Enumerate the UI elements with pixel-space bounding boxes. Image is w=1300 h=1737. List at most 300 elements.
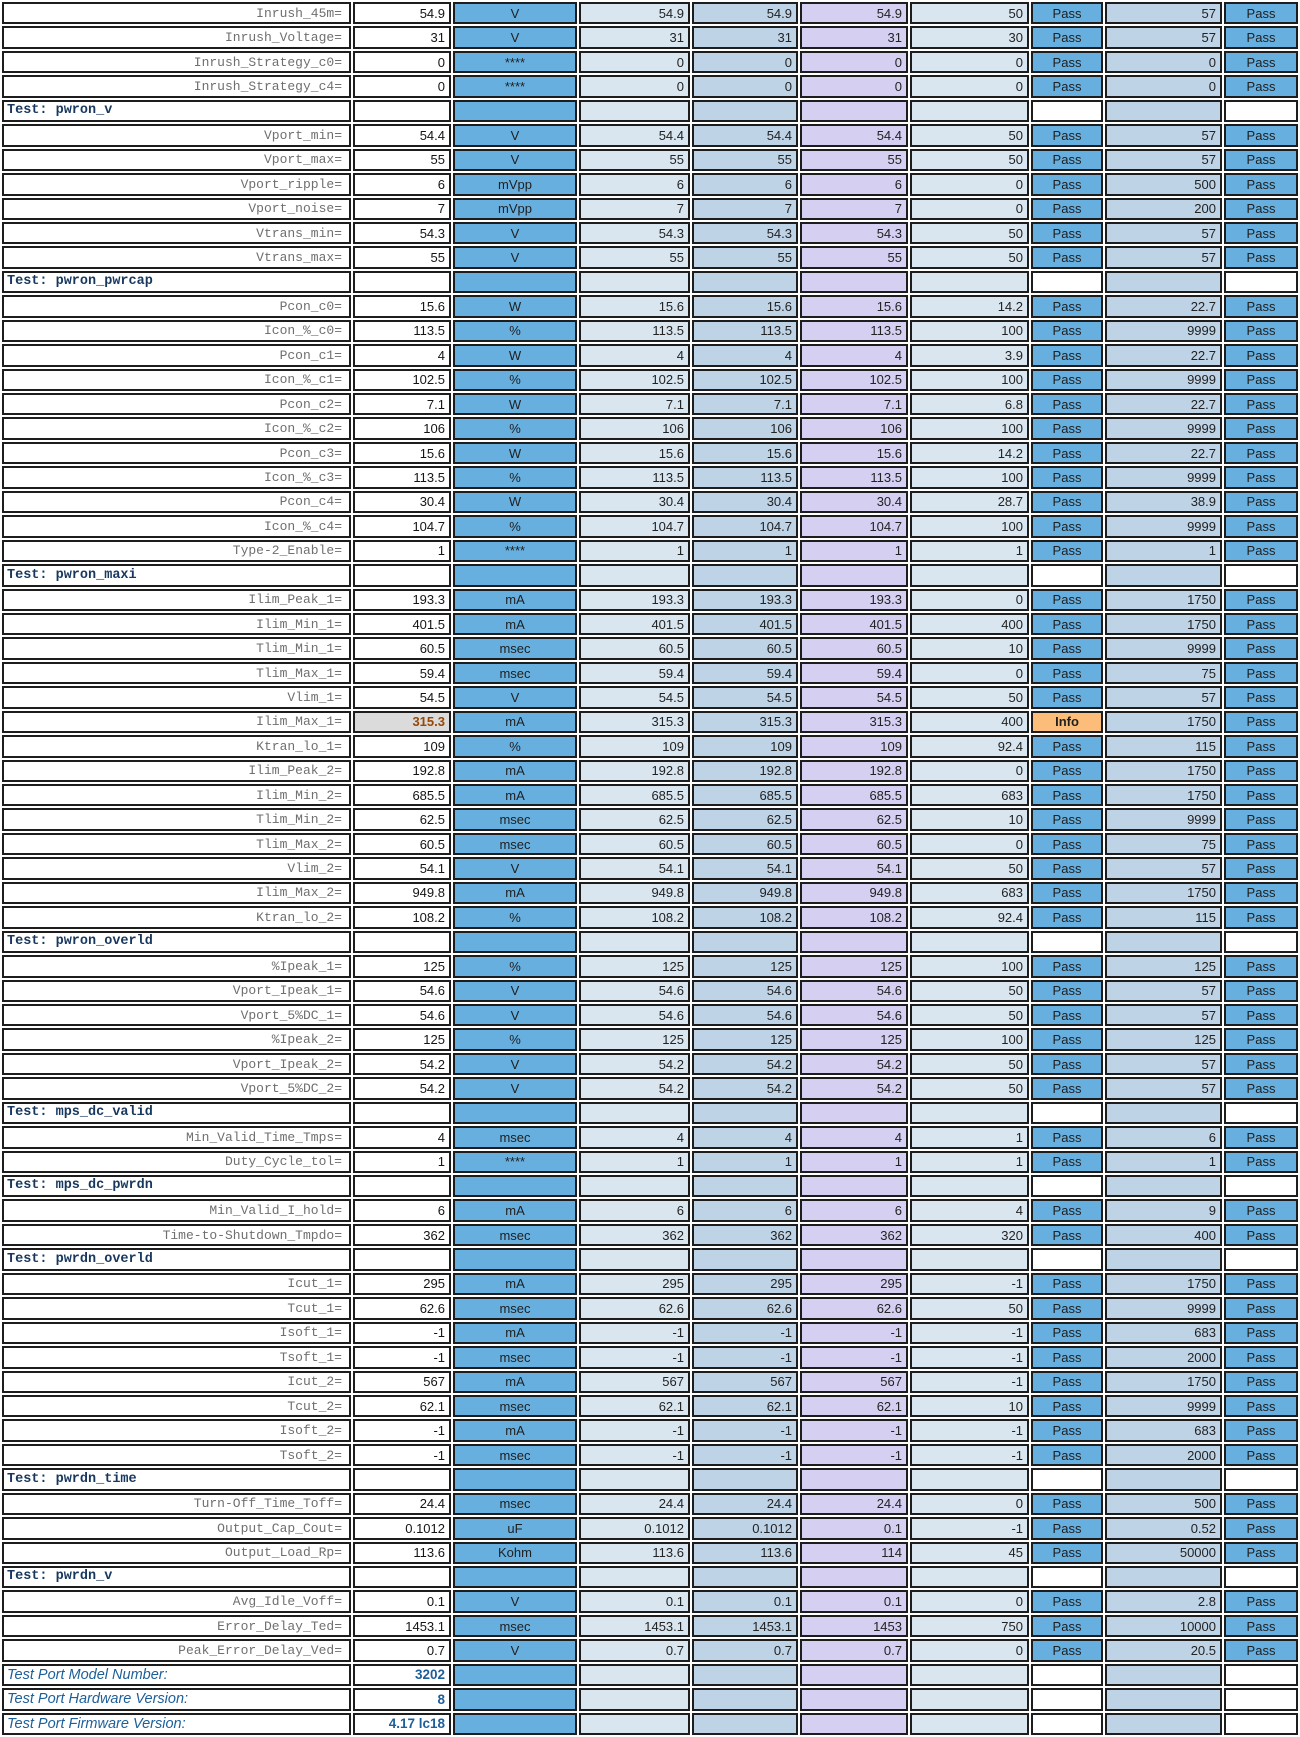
meas-col-1: 15.6 [579, 295, 690, 317]
status-badge-2: Pass [1224, 1419, 1298, 1441]
footer-label: Test Port Firmware Version: [2, 1713, 351, 1735]
limit-min: 400 [910, 711, 1029, 733]
meas-col-3: 193.3 [800, 589, 908, 611]
empty-cell [353, 271, 451, 293]
measured-value: 54.9 [353, 2, 451, 24]
empty-cell [579, 1688, 690, 1710]
limit-min: 0 [910, 51, 1029, 73]
empty-cell [453, 1175, 577, 1197]
empty-cell [1224, 1468, 1298, 1490]
param-name: Pcon_c0= [2, 295, 351, 317]
status-badge-1: Pass [1031, 1077, 1103, 1099]
meas-col-1: 401.5 [579, 613, 690, 635]
param-name: Vlim_2= [2, 857, 351, 879]
limit-min: 50 [910, 980, 1029, 1002]
measured-value: 6 [353, 173, 451, 195]
measured-value: 54.2 [353, 1077, 451, 1099]
param-name: Tlim_Min_2= [2, 808, 351, 830]
empty-cell [1224, 931, 1298, 953]
limit-max: 500 [1105, 173, 1222, 195]
unit-label: V [453, 1053, 577, 1075]
param-name: %Ipeak_1= [2, 955, 351, 977]
empty-cell [453, 1102, 577, 1124]
limit-min: 0 [910, 1493, 1029, 1515]
meas-col-1: 60.5 [579, 833, 690, 855]
status-badge-2: Pass [1224, 1297, 1298, 1319]
status-badge-1: Pass [1031, 466, 1103, 488]
status-badge-2: Pass [1224, 808, 1298, 830]
limit-max: 57 [1105, 686, 1222, 708]
status-badge-2: Pass [1224, 75, 1298, 97]
meas-col-2: 24.4 [692, 1493, 798, 1515]
param-name: Min_Valid_Time_Tmps= [2, 1126, 351, 1148]
status-badge-2: Pass [1224, 662, 1298, 684]
unit-label: mA [453, 882, 577, 904]
meas-col-3: -1 [800, 1322, 908, 1344]
empty-cell [1105, 271, 1222, 293]
measured-value: -1 [353, 1346, 451, 1368]
empty-cell [1031, 1664, 1103, 1686]
param-row [2, 222, 1298, 244]
status-badge-2: Pass [1224, 955, 1298, 977]
section-title: Test: pwron_pwrcap [2, 271, 351, 293]
limit-min: 92.4 [910, 735, 1029, 757]
meas-col-3: 0.1 [800, 1590, 908, 1612]
unit-label: msec [453, 1126, 577, 1148]
limit-min: 100 [910, 955, 1029, 977]
param-row [2, 1297, 1298, 1319]
empty-cell [1224, 1102, 1298, 1124]
param-row [2, 906, 1298, 928]
status-badge-2: Pass [1224, 26, 1298, 48]
param-row [2, 760, 1298, 782]
measured-value: 0.7 [353, 1639, 451, 1661]
param-row [2, 1126, 1298, 1148]
param-row [2, 1151, 1298, 1173]
meas-col-3: 685.5 [800, 784, 908, 806]
param-row [2, 711, 1298, 733]
status-badge-2: Pass [1224, 198, 1298, 220]
limit-min: 50 [910, 124, 1029, 146]
status-badge-1: Pass [1031, 1493, 1103, 1515]
param-row [2, 149, 1298, 171]
param-name: Ilim_Min_1= [2, 613, 351, 635]
status-badge-2: Pass [1224, 222, 1298, 244]
unit-label: mA [453, 589, 577, 611]
status-badge-1: Pass [1031, 1151, 1103, 1173]
measured-value: 0.1 [353, 1590, 451, 1612]
limit-min: 14.2 [910, 295, 1029, 317]
measured-value: 949.8 [353, 882, 451, 904]
status-badge-1: Pass [1031, 1297, 1103, 1319]
limit-max: 57 [1105, 246, 1222, 268]
meas-col-2: 54.3 [692, 222, 798, 244]
meas-col-3: 54.6 [800, 980, 908, 1002]
param-name: Ktran_lo_1= [2, 735, 351, 757]
limit-min: 50 [910, 857, 1029, 879]
limit-min: 50 [910, 2, 1029, 24]
meas-col-2: 125 [692, 955, 798, 977]
param-name: Ilim_Peak_2= [2, 760, 351, 782]
status-badge-2: Pass [1224, 1542, 1298, 1564]
meas-col-1: 54.3 [579, 222, 690, 244]
measured-value: 193.3 [353, 589, 451, 611]
param-name: Icut_1= [2, 1273, 351, 1295]
meas-col-3: 6 [800, 1199, 908, 1221]
param-name: Vtrans_min= [2, 222, 351, 244]
unit-label: % [453, 906, 577, 928]
unit-label: V [453, 149, 577, 171]
param-row [2, 491, 1298, 513]
limit-min: 1 [910, 1126, 1029, 1148]
status-badge-1: Pass [1031, 320, 1103, 342]
meas-col-3: 4 [800, 344, 908, 366]
meas-col-2: 362 [692, 1224, 798, 1246]
limit-min: 45 [910, 1542, 1029, 1564]
unit-label: V [453, 1590, 577, 1612]
meas-col-1: 55 [579, 149, 690, 171]
unit-label: mVpp [453, 198, 577, 220]
empty-cell [453, 271, 577, 293]
meas-col-1: 54.9 [579, 2, 690, 24]
param-row [2, 124, 1298, 146]
status-badge-2: Pass [1224, 1028, 1298, 1050]
meas-col-3: 567 [800, 1371, 908, 1393]
param-name: Time-to-Shutdown_Tmpdo= [2, 1224, 351, 1246]
limit-max: 1 [1105, 540, 1222, 562]
limit-min: 100 [910, 369, 1029, 391]
meas-col-2: 31 [692, 26, 798, 48]
limit-min: 50 [910, 1077, 1029, 1099]
unit-label: V [453, 2, 577, 24]
empty-cell [353, 1566, 451, 1588]
meas-col-3: 125 [800, 955, 908, 977]
meas-col-1: 7.1 [579, 393, 690, 415]
param-name: Vtrans_max= [2, 246, 351, 268]
empty-cell [579, 1102, 690, 1124]
meas-col-2: 60.5 [692, 833, 798, 855]
status-badge-1: Pass [1031, 589, 1103, 611]
footer-value: 8 [353, 1688, 451, 1710]
param-name: Tsoft_1= [2, 1346, 351, 1368]
status-badge-2: Pass [1224, 1126, 1298, 1148]
empty-cell [579, 1175, 690, 1197]
unit-label: V [453, 857, 577, 879]
footer-value: 4.17 lc18 [353, 1713, 451, 1735]
unit-label: % [453, 417, 577, 439]
empty-cell [1031, 1468, 1103, 1490]
meas-col-3: 192.8 [800, 760, 908, 782]
meas-col-2: 192.8 [692, 760, 798, 782]
empty-cell [1224, 271, 1298, 293]
status-badge-1: Pass [1031, 1322, 1103, 1344]
status-badge-2: Pass [1224, 466, 1298, 488]
param-name: Ilim_Min_2= [2, 784, 351, 806]
measured-value: 30.4 [353, 491, 451, 513]
status-badge-1: Pass [1031, 198, 1103, 220]
status-badge-1: Pass [1031, 1126, 1103, 1148]
status-badge-2: Pass [1224, 1077, 1298, 1099]
status-badge-2: Pass [1224, 320, 1298, 342]
unit-label: mA [453, 760, 577, 782]
empty-cell [692, 564, 798, 586]
limit-max: 400 [1105, 1224, 1222, 1246]
meas-col-2: 54.2 [692, 1077, 798, 1099]
status-badge-1: Pass [1031, 1444, 1103, 1466]
limit-max: 9999 [1105, 417, 1222, 439]
meas-col-3: 108.2 [800, 906, 908, 928]
meas-col-2: 59.4 [692, 662, 798, 684]
measured-value: 55 [353, 149, 451, 171]
section-title: Test: pwron_v [2, 100, 351, 122]
limit-max: 2000 [1105, 1346, 1222, 1368]
status-badge-2: Pass [1224, 1590, 1298, 1612]
empty-cell [1105, 1248, 1222, 1270]
meas-col-1: 113.6 [579, 1542, 690, 1564]
status-badge-2: Pass [1224, 1371, 1298, 1393]
empty-cell [1031, 564, 1103, 586]
measured-value: 62.1 [353, 1395, 451, 1417]
limit-min: 50 [910, 246, 1029, 268]
param-name: Icon_%_c2= [2, 417, 351, 439]
meas-col-3: 109 [800, 735, 908, 757]
meas-col-3: 54.5 [800, 686, 908, 708]
measured-value: 7 [353, 198, 451, 220]
unit-label: % [453, 515, 577, 537]
limit-max: 22.7 [1105, 344, 1222, 366]
measured-value: 24.4 [353, 1493, 451, 1515]
empty-cell [800, 1468, 908, 1490]
status-badge-2: Pass [1224, 735, 1298, 757]
empty-cell [1224, 564, 1298, 586]
param-name: Icon_%_c4= [2, 515, 351, 537]
measured-value: 108.2 [353, 906, 451, 928]
limit-min: 50 [910, 149, 1029, 171]
empty-cell [353, 1248, 451, 1270]
meas-col-1: 31 [579, 26, 690, 48]
param-name: Vport_max= [2, 149, 351, 171]
meas-col-3: 1 [800, 1151, 908, 1173]
measured-value: 567 [353, 1371, 451, 1393]
unit-label: V [453, 1004, 577, 1026]
limit-max: 57 [1105, 222, 1222, 244]
empty-cell [692, 1566, 798, 1588]
status-badge-1: Pass [1031, 1419, 1103, 1441]
meas-col-3: 54.1 [800, 857, 908, 879]
measured-value: 104.7 [353, 515, 451, 537]
param-name: Inrush_Voltage= [2, 26, 351, 48]
empty-cell [353, 931, 451, 953]
empty-cell [800, 271, 908, 293]
meas-col-3: 62.1 [800, 1395, 908, 1417]
limit-max: 22.7 [1105, 393, 1222, 415]
meas-col-2: 6 [692, 173, 798, 195]
param-name: Icon_%_c0= [2, 320, 351, 342]
unit-label: msec [453, 1346, 577, 1368]
param-row [2, 808, 1298, 830]
empty-cell [692, 1688, 798, 1710]
measured-value: 54.6 [353, 980, 451, 1002]
status-badge-1: Pass [1031, 149, 1103, 171]
limit-min: 0 [910, 1639, 1029, 1661]
meas-col-3: 31 [800, 26, 908, 48]
meas-col-3: 6 [800, 173, 908, 195]
meas-col-2: 30.4 [692, 491, 798, 513]
meas-col-1: -1 [579, 1444, 690, 1466]
limit-min: 100 [910, 515, 1029, 537]
limit-max: 57 [1105, 2, 1222, 24]
meas-col-1: 59.4 [579, 662, 690, 684]
meas-col-1: 62.1 [579, 1395, 690, 1417]
limit-min: 50 [910, 1297, 1029, 1319]
meas-col-3: 30.4 [800, 491, 908, 513]
empty-cell [910, 1688, 1029, 1710]
param-name: Min_Valid_I_hold= [2, 1199, 351, 1221]
status-badge-1: Pass [1031, 540, 1103, 562]
status-badge-2: Pass [1224, 393, 1298, 415]
measured-value: 0 [353, 51, 451, 73]
meas-col-3: 362 [800, 1224, 908, 1246]
meas-col-2: 113.5 [692, 466, 798, 488]
limit-min: 0 [910, 1590, 1029, 1612]
param-row [2, 26, 1298, 48]
param-name: Vport_5%DC_1= [2, 1004, 351, 1026]
status-badge-1: Pass [1031, 1542, 1103, 1564]
meas-col-3: 59.4 [800, 662, 908, 684]
status-badge-2: Pass [1224, 980, 1298, 1002]
meas-col-2: 0.7 [692, 1639, 798, 1661]
meas-col-3: 4 [800, 1126, 908, 1148]
status-badge-2: Pass [1224, 589, 1298, 611]
limit-max: 9999 [1105, 808, 1222, 830]
limit-min: 683 [910, 882, 1029, 904]
meas-col-2: -1 [692, 1419, 798, 1441]
param-name: Pcon_c2= [2, 393, 351, 415]
limit-min: -1 [910, 1419, 1029, 1441]
param-row [2, 198, 1298, 220]
empty-cell [1031, 271, 1103, 293]
status-badge-1: Pass [1031, 173, 1103, 195]
meas-col-3: 949.8 [800, 882, 908, 904]
limit-min: 10 [910, 637, 1029, 659]
unit-label: **** [453, 51, 577, 73]
status-badge-1: Pass [1031, 1517, 1103, 1539]
unit-label: msec [453, 1493, 577, 1515]
measured-value: 106 [353, 417, 451, 439]
meas-col-3: 113.5 [800, 466, 908, 488]
limit-max: 200 [1105, 198, 1222, 220]
param-name: Vport_5%DC_2= [2, 1077, 351, 1099]
empty-cell [1224, 1688, 1298, 1710]
meas-col-3: 7.1 [800, 393, 908, 415]
meas-col-1: 4 [579, 1126, 690, 1148]
limit-min: 92.4 [910, 906, 1029, 928]
meas-col-1: 125 [579, 955, 690, 977]
meas-col-3: 60.5 [800, 833, 908, 855]
param-name: Tcut_2= [2, 1395, 351, 1417]
limit-min: 4 [910, 1199, 1029, 1221]
param-row [2, 980, 1298, 1002]
meas-col-2: 0 [692, 75, 798, 97]
unit-label: V [453, 686, 577, 708]
unit-label: W [453, 344, 577, 366]
limit-max: 22.7 [1105, 442, 1222, 464]
empty-cell [800, 1713, 908, 1735]
param-name: Tlim_Max_2= [2, 833, 351, 855]
status-badge-2: Pass [1224, 882, 1298, 904]
param-name: Vport_min= [2, 124, 351, 146]
status-badge-2: Pass [1224, 1273, 1298, 1295]
measured-value: 125 [353, 1028, 451, 1050]
empty-cell [1224, 1248, 1298, 1270]
param-row [2, 1615, 1298, 1637]
unit-label: mA [453, 1273, 577, 1295]
status-badge-2: Pass [1224, 124, 1298, 146]
unit-label: msec [453, 1395, 577, 1417]
param-row [2, 246, 1298, 268]
status-badge-2: Pass [1224, 515, 1298, 537]
limit-min: 10 [910, 808, 1029, 830]
param-row [2, 784, 1298, 806]
meas-col-3: 60.5 [800, 637, 908, 659]
section-title: Test: pwrdn_v [2, 1566, 351, 1588]
limit-max: 125 [1105, 955, 1222, 977]
meas-col-1: 1 [579, 540, 690, 562]
measured-value: 31 [353, 26, 451, 48]
limit-max: 9999 [1105, 515, 1222, 537]
meas-col-3: -1 [800, 1346, 908, 1368]
param-name: Icon_%_c1= [2, 369, 351, 391]
empty-cell [453, 1713, 577, 1735]
meas-col-2: 315.3 [692, 711, 798, 733]
meas-col-1: 106 [579, 417, 690, 439]
meas-col-1: 949.8 [579, 882, 690, 904]
param-row [2, 417, 1298, 439]
unit-label: V [453, 124, 577, 146]
limit-max: 125 [1105, 1028, 1222, 1050]
param-row [2, 369, 1298, 391]
empty-cell [579, 1664, 690, 1686]
status-badge-1: Pass [1031, 1615, 1103, 1637]
status-badge-2: Pass [1224, 369, 1298, 391]
measured-value: 60.5 [353, 637, 451, 659]
param-row [2, 637, 1298, 659]
status-badge-1: Pass [1031, 515, 1103, 537]
status-badge-2: Pass [1224, 1199, 1298, 1221]
status-badge-2: Pass [1224, 1639, 1298, 1661]
unit-label: msec [453, 1224, 577, 1246]
limit-max: 1750 [1105, 882, 1222, 904]
param-name: Duty_Cycle_tol= [2, 1151, 351, 1173]
meas-col-2: 685.5 [692, 784, 798, 806]
param-name: Pcon_c4= [2, 491, 351, 513]
limit-max: 1750 [1105, 1371, 1222, 1393]
param-name: Tcut_1= [2, 1297, 351, 1319]
status-badge-1: Pass [1031, 760, 1103, 782]
param-name: Error_Delay_Ted= [2, 1615, 351, 1637]
empty-cell [1105, 1468, 1222, 1490]
meas-col-2: 7.1 [692, 393, 798, 415]
unit-label: msec [453, 1615, 577, 1637]
unit-label: Kohm [453, 1542, 577, 1564]
meas-col-2: 54.9 [692, 2, 798, 24]
status-badge-1: Pass [1031, 246, 1103, 268]
section-title: Test: mps_dc_valid [2, 1102, 351, 1124]
param-row [2, 75, 1298, 97]
meas-col-2: 0.1 [692, 1590, 798, 1612]
meas-col-2: -1 [692, 1444, 798, 1466]
empty-cell [1031, 1566, 1103, 1588]
